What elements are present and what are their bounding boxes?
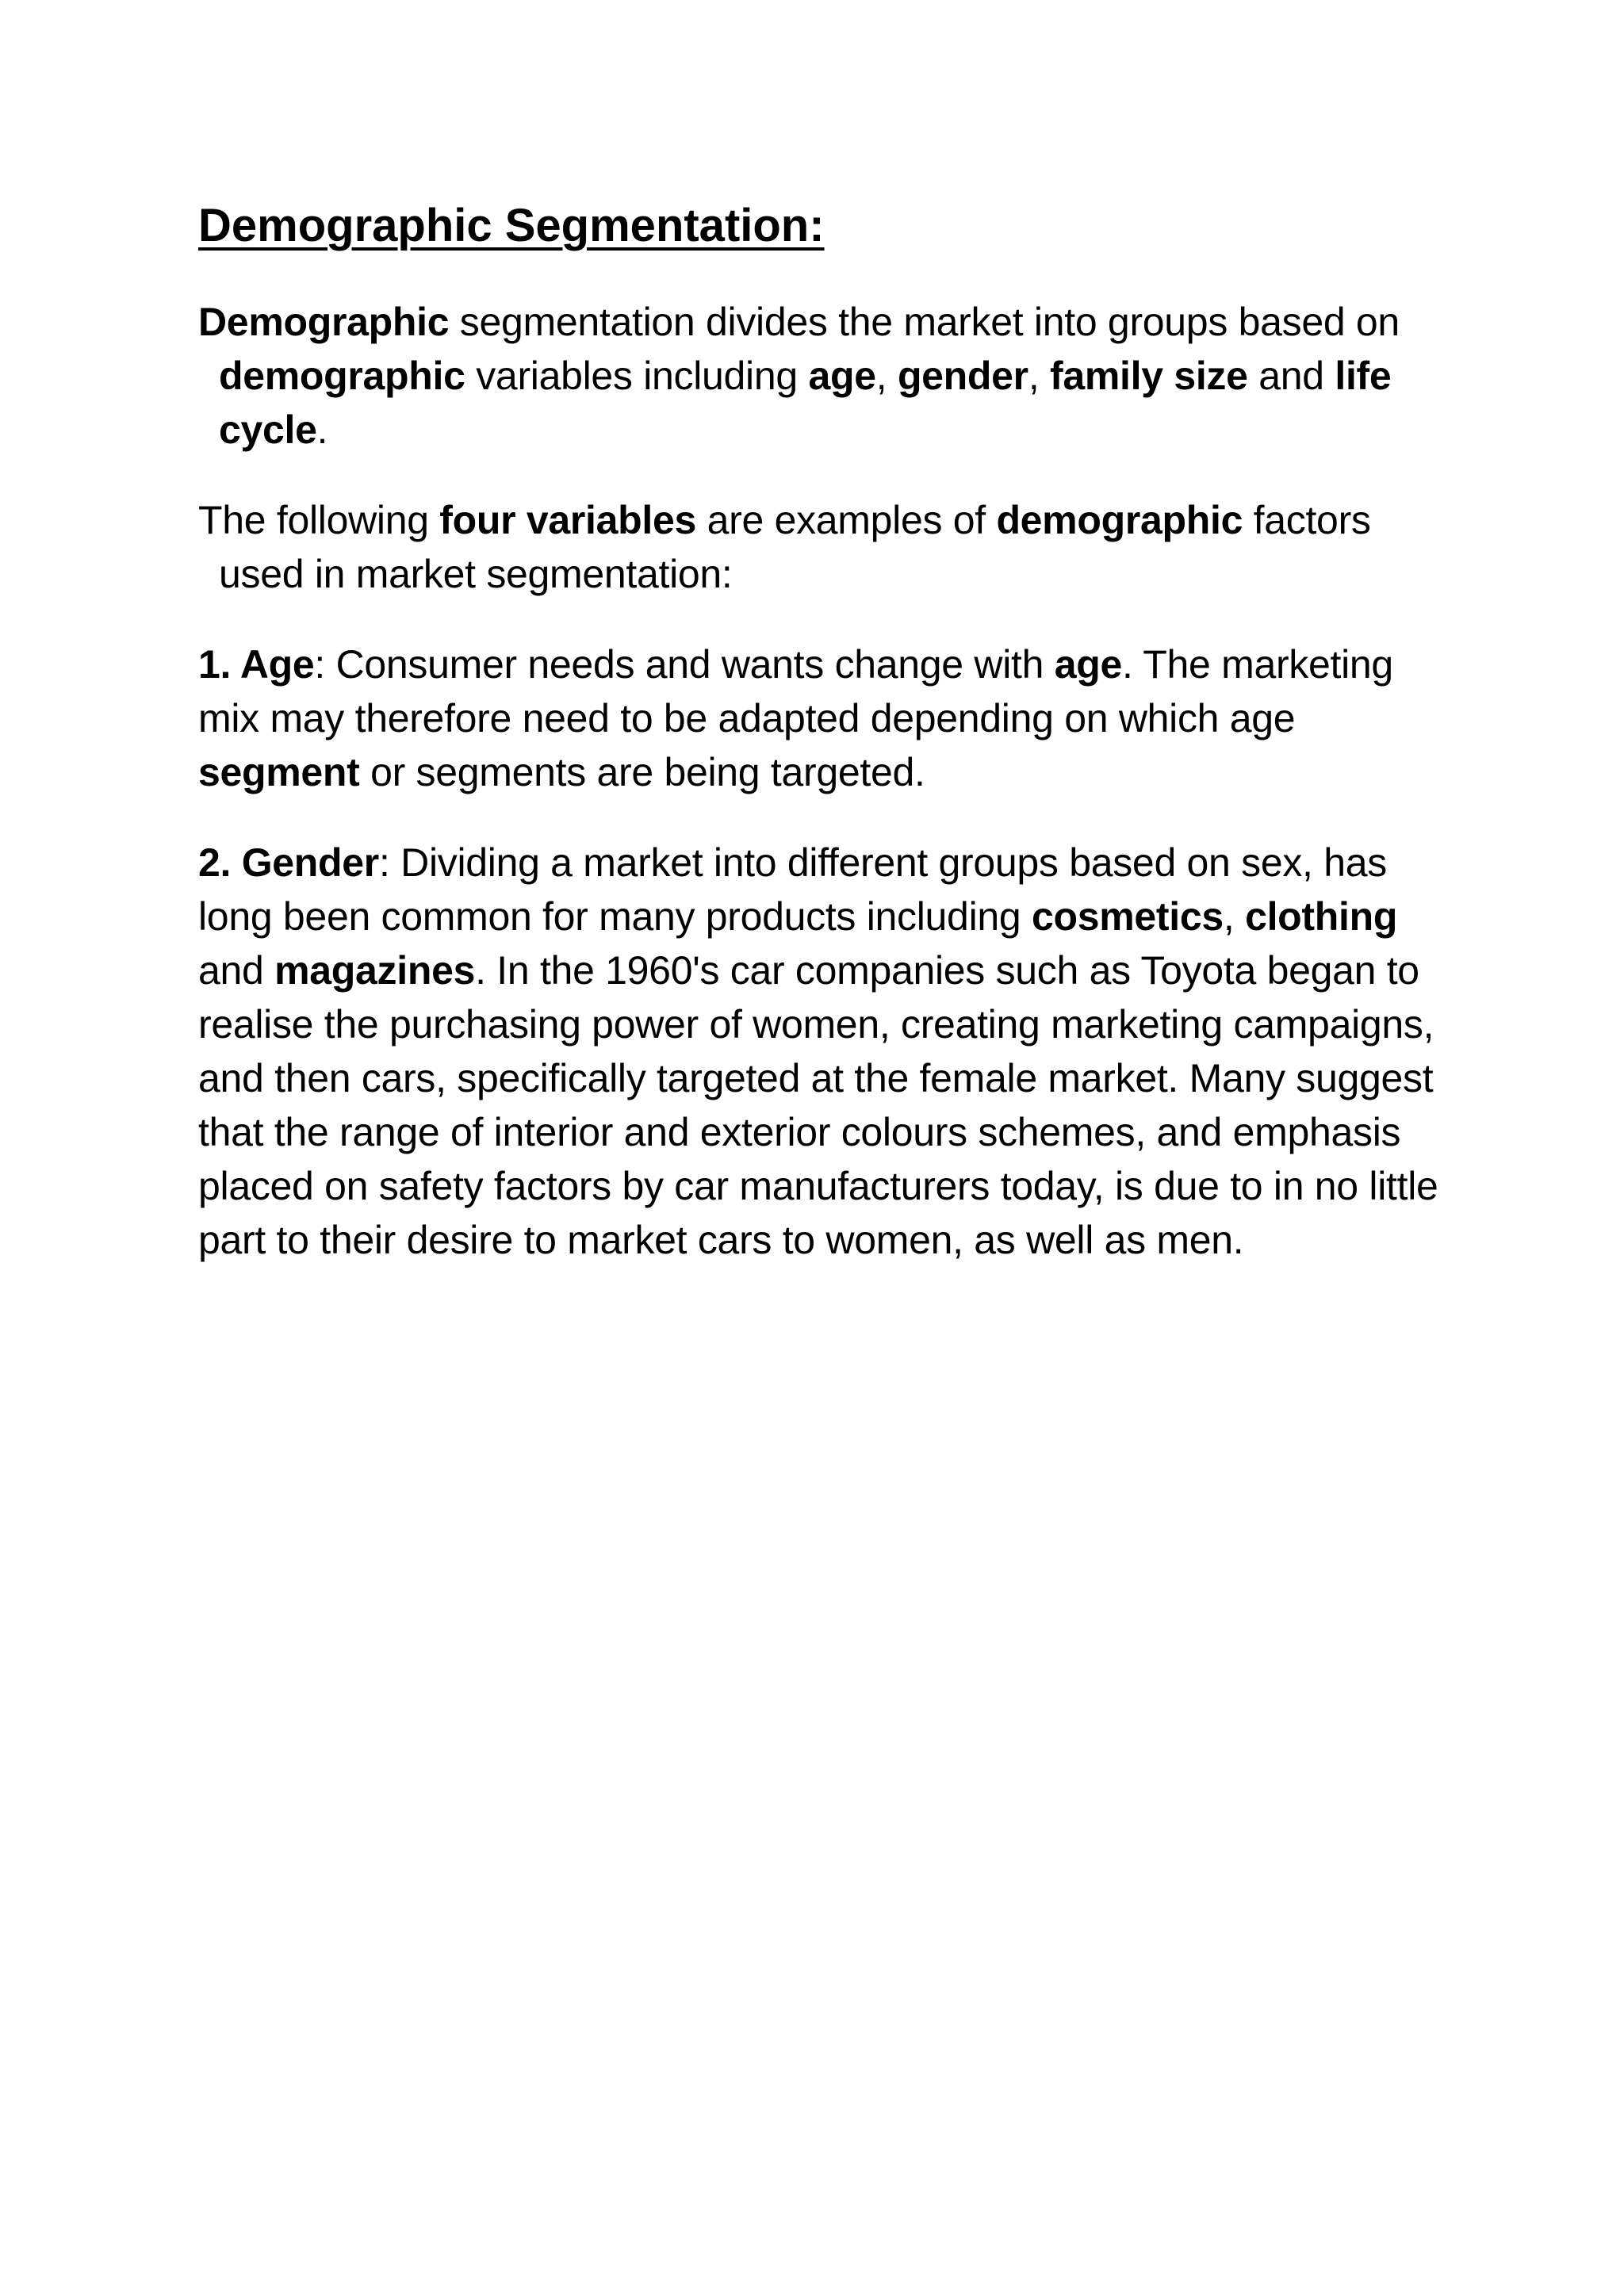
bold-term: four variables bbox=[439, 497, 697, 542]
bold-term: Demographic bbox=[198, 299, 450, 344]
bold-term: cosmetics bbox=[1031, 894, 1224, 939]
text-run: and bbox=[1247, 353, 1335, 398]
bold-term: age bbox=[808, 353, 876, 398]
text-run: . The marketing mix may therefore need to be adapted depending on which age bbox=[198, 641, 1393, 740]
text-run: , bbox=[875, 353, 898, 398]
gender-paragraph bbox=[198, 836, 1451, 1267]
text-run: , bbox=[1028, 353, 1051, 398]
text-run: segmentation divides the market into groups based on bbox=[449, 299, 1400, 344]
text-run: : Consumer needs and wants change with bbox=[314, 641, 1055, 687]
bold-term: age bbox=[1054, 641, 1122, 687]
text-run: are examples of bbox=[696, 497, 997, 542]
document-page bbox=[198, 198, 1451, 1303]
text-run: factors used in market segmentation: bbox=[219, 497, 1371, 596]
text-run: . In the 1960's car companies such as Toyota began to realise the purchasing power of women, creating marketing campaigns, and then cars, specifically targeted at the female market. Many suggest that the range of interior and exterior colours schemes, and emphasis placed on safety factors by car manufacturers today, is due to in no little part to their desire to market cars to women, as well as men. bbox=[198, 947, 1438, 1262]
bold-term: 2. Gender bbox=[198, 840, 379, 885]
bold-term: gender bbox=[897, 353, 1028, 398]
text-run: The following bbox=[198, 497, 440, 542]
text-run: or segments are being targeted. bbox=[359, 749, 925, 794]
age-paragraph bbox=[198, 637, 1451, 799]
text-run: . bbox=[316, 407, 328, 452]
bold-term: magazines bbox=[274, 947, 476, 993]
bold-term: segment bbox=[198, 749, 360, 794]
bold-term: 1. Age bbox=[198, 641, 315, 687]
variables-paragraph bbox=[198, 493, 1451, 601]
bold-term: clothing bbox=[1245, 894, 1398, 939]
intro-paragraph bbox=[198, 295, 1451, 457]
bold-term: demographic bbox=[996, 497, 1243, 542]
text-run: variables including bbox=[465, 353, 809, 398]
bold-term: demographic bbox=[219, 353, 465, 398]
bold-term: family size bbox=[1050, 353, 1248, 398]
text-run: and bbox=[198, 947, 275, 993]
page-title: Demographic Segmentation: bbox=[198, 200, 825, 251]
text-run: : Dividing a market into different groups based on sex, has long been common for many products including bbox=[198, 840, 1387, 939]
bold-term: life cycle bbox=[219, 353, 1392, 452]
text-run: , bbox=[1223, 894, 1246, 939]
